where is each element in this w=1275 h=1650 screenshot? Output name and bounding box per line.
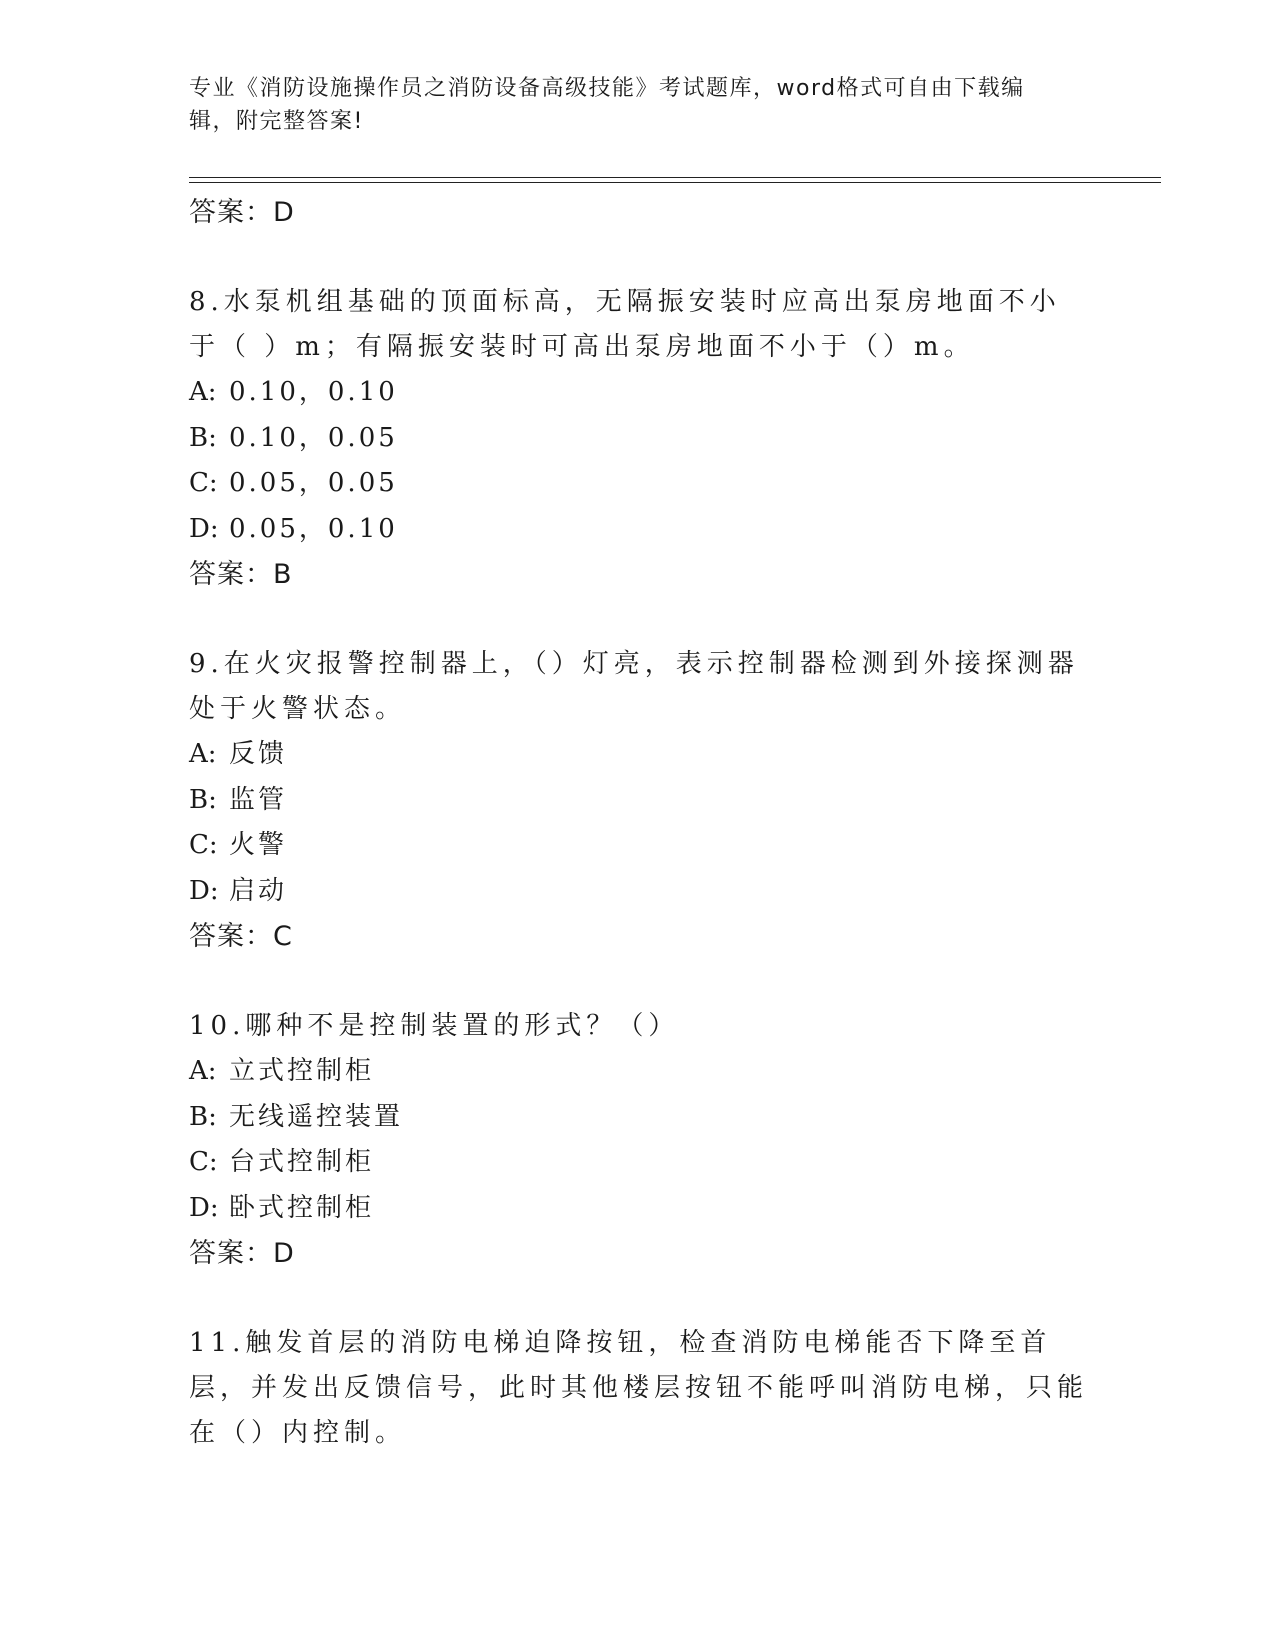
question-text-8: 8.水泵机组基础的顶面标高，无隔振安装时应高出泵房地面不小于（ ）m；有隔振安装时可高出泵房地面不小于（）m。: [189, 287, 1061, 362]
option-b: [189, 1095, 1089, 1141]
option-text: 反馈: [229, 739, 288, 769]
option-text: 0.05，0.05: [229, 468, 398, 498]
option-c: [189, 1140, 1089, 1186]
answer-line: 答案：D: [189, 1238, 295, 1269]
option-key: D:: [189, 875, 219, 906]
option-b: [189, 416, 1089, 462]
spacer: [189, 1277, 1089, 1321]
option-d: [189, 507, 1089, 553]
option-c: [189, 461, 1089, 507]
header-divider-top: [189, 177, 1161, 178]
option-text: 监管: [229, 784, 288, 815]
option-a: [189, 732, 1089, 778]
option-text: 立式控制柜: [229, 1056, 375, 1086]
option-key: A:: [189, 739, 217, 769]
option-text: 卧式控制柜: [229, 1192, 375, 1223]
option-text: 无线遥控装置: [229, 1101, 404, 1132]
option-text: 火警: [229, 830, 288, 860]
question-text-10: 10.哪种不是控制装置的形式？（）: [189, 1011, 680, 1041]
document-header: 专业《消防设施操作员之消防设备高级技能》考试题库，word格式可自由下载编辑，附完整答案!: [189, 76, 1025, 134]
option-key: C:: [189, 1147, 218, 1177]
option-key: B:: [189, 1101, 217, 1132]
option-d: [189, 1186, 1089, 1232]
option-a: [189, 1049, 1089, 1095]
option-key: C:: [189, 468, 218, 498]
option-key: A:: [189, 1056, 217, 1086]
option-b: [189, 778, 1089, 824]
option-key: B:: [189, 422, 217, 453]
answer-line: 答案：D: [189, 197, 295, 228]
question-text-9: 9.在火灾报警控制器上，（）灯亮，表示控制器检测到外接探测器处于火警状态。: [189, 649, 1079, 724]
option-key: D:: [189, 1192, 219, 1223]
option-d: [189, 869, 1089, 915]
answer-line: 答案：B: [189, 559, 293, 590]
option-text: 台式控制柜: [229, 1147, 375, 1177]
option-text: 0.10，0.10: [229, 377, 398, 407]
option-a: [189, 370, 1089, 416]
spacer: [189, 236, 1089, 280]
option-key: A:: [189, 377, 217, 407]
option-key: D:: [189, 513, 219, 544]
question-text-11: 11.触发首层的消防电梯迫降按钮，检查消防电梯能否下降至首层，并发出反馈信号，此时其他楼层按钮不能呼叫消防电梯，只能在（）内控制。: [189, 1328, 1089, 1448]
answer-line: 答案：C: [189, 921, 293, 952]
option-text: 0.05，0.10: [229, 513, 398, 544]
option-key: C:: [189, 830, 218, 860]
header-divider-bottom: [189, 182, 1161, 183]
option-c: [189, 823, 1089, 869]
question-list: [189, 190, 1089, 1456]
spacer: [189, 598, 1089, 642]
spacer: [189, 960, 1089, 1004]
option-text: 启动: [229, 875, 288, 906]
option-text: 0.10，0.05: [229, 422, 398, 453]
option-key: B:: [189, 784, 217, 815]
